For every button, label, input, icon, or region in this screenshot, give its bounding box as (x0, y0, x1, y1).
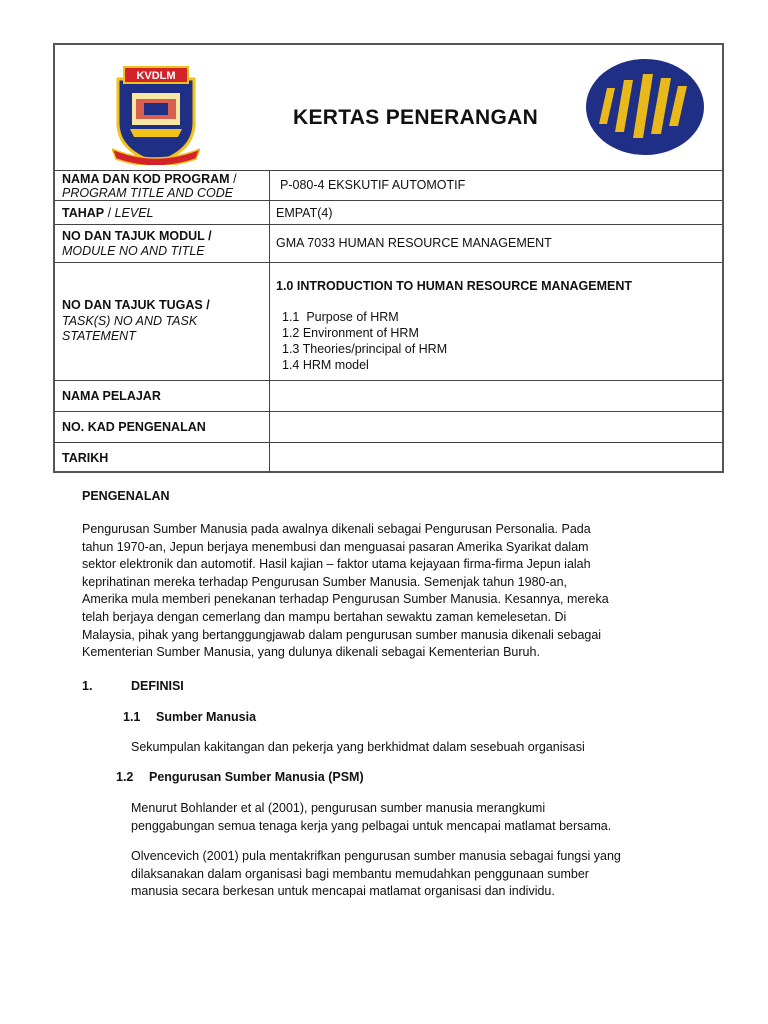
level-value-cell (270, 201, 722, 224)
paragraph-line: penggabungan semua tenaga kerja yang pelbagai untuk mencapai matlamat bersama. (131, 818, 612, 833)
paragraph-line: keprihatinan mereka terhadap Pengurusan Sumber Manusia. Semenjak tahun 1980-an, (82, 574, 568, 589)
list-item: 1.1 Purpose of HRM (282, 310, 399, 324)
paragraph-line: Olvencevich (2001) pula mentakrifkan pengurusan sumber manusia sebagai fungsi yang (131, 849, 621, 863)
page-title: KERTAS PENERANGAN (293, 106, 539, 129)
subsection-1-1-number: 1.1 (123, 710, 141, 724)
list-item: 1.3 Theories/principal of HRM (282, 342, 448, 356)
date-label-cell (55, 443, 270, 473)
module-value-cell (270, 225, 722, 262)
task-value-cell (270, 263, 722, 380)
definition-paragraph-2 (131, 848, 686, 901)
student-name-label: NAMA PELAJAR (62, 389, 161, 403)
subsection-1-1-text: Sekumpulan kakitangan dan pekerja yang berkhidmat dalam sesebuah organisasi (131, 740, 585, 754)
task-label-cell (55, 263, 270, 380)
student-label-cell (55, 381, 270, 411)
module-label: NO DAN TAJUK MODUL / (62, 229, 212, 243)
subsection-1-2-number: 1.2 (116, 770, 134, 784)
subsection-1-2-title: Pengurusan Sumber Manusia (PSM) (149, 770, 364, 784)
module-value: GMA 7033 HUMAN RESOURCE MANAGEMENT (276, 236, 552, 250)
paragraph-line: Malaysia, pihak yang bertanggungjawab dalam pengurusan sumber manusia dikenali sebagai (82, 627, 602, 642)
paragraph-line: sektor elektronik dan automotif. Hasil kajian – faktor utama kejayaan firma-firma Jepun ialah (82, 557, 591, 572)
date-label: TARIKH (62, 451, 109, 465)
kvdlm-seal-icon (112, 65, 200, 165)
intro-paragraph (82, 521, 686, 662)
seal-text: KVDLM (136, 70, 176, 82)
program-label-slash: / (229, 172, 237, 186)
list-item: 1.4 HRM model (282, 358, 369, 372)
level-label-en: LEVEL (114, 206, 154, 220)
row-date (55, 443, 722, 473)
paragraph-line: Menurut Bohlander et al (2001), pengurusan sumber manusia merangkumi (131, 801, 546, 815)
task-heading: 1.0 INTRODUCTION TO HUMAN RESOURCE MANAGEMENT (276, 279, 633, 293)
paragraph-line: manusia secara berkesan untuk mencapai matlamat organisasi dan individu. (131, 884, 555, 899)
paragraph-line: telah berjaya dengan cemerlang dan mampu bertahan sewaktu zaman kemelesetan. Di (82, 609, 567, 624)
level-label: TAHAP (62, 206, 105, 220)
definition-paragraph-1 (131, 800, 686, 835)
row-module (55, 225, 722, 263)
paragraph-line: Pengurusan Sumber Manusia pada awalnya dikenali sebagai Pengurusan Personalia. Pada (82, 522, 591, 536)
ic-number-field[interactable] (270, 412, 722, 442)
row-task (55, 263, 722, 381)
level-label-slash: / (104, 206, 115, 220)
program-label-en: PROGRAM TITLE AND CODE (62, 186, 234, 200)
program-value-cell (270, 170, 722, 200)
section-1-title: DEFINISI (131, 679, 184, 693)
row-level (55, 201, 722, 225)
ic-label-cell (55, 412, 270, 442)
section-1-number: 1. (82, 679, 93, 693)
level-label-cell (55, 201, 270, 224)
row-ic-number (55, 412, 722, 443)
paragraph-line: dilaksanakan dalam organisasi bagi membantu memudahkan penggunaan sumber (131, 866, 589, 881)
row-student-name (55, 381, 722, 412)
paragraph-line: tahun 1970-an, Jepun berjaya menembusi dan menguasai pasaran Amerika Syarikat dalam (82, 539, 589, 554)
module-label-cell (55, 225, 270, 262)
header-box (55, 45, 722, 171)
institution-logo-icon (585, 58, 705, 156)
level-value: EMPAT(4) (276, 206, 333, 220)
paragraph-line: Kementerian Sumber Manusia, yang dulunya dikenali sebagai Kementerian Buruh. (82, 645, 540, 660)
list-item: 1.2 Environment of HRM (282, 326, 419, 340)
ic-number-label: NO. KAD PENGENALAN (62, 420, 206, 434)
program-label-cell (55, 170, 270, 200)
module-label-en: MODULE NO AND TITLE (62, 244, 205, 258)
task-list (282, 309, 447, 373)
subsection-1-1-title: Sumber Manusia (156, 710, 257, 724)
header-table (53, 43, 724, 473)
date-field[interactable] (270, 443, 722, 473)
paragraph-line: Amerika mula memberi penekanan terhadap Pengurusan Sumber Manusia. Kesannya, mereka (82, 592, 609, 607)
task-label-en-1: TASK(S) NO AND TASK (62, 314, 198, 328)
task-label-en-2: STATEMENT (62, 329, 136, 343)
program-value: P-080-4 EKSKUTIF AUTOMOTIF (280, 178, 466, 192)
task-label: NO DAN TAJUK TUGAS / (62, 298, 210, 312)
program-label: NAMA DAN KOD PROGRAM (62, 172, 230, 186)
row-program (55, 170, 722, 201)
intro-heading: PENGENALAN (82, 489, 170, 503)
student-name-field[interactable] (270, 381, 722, 411)
